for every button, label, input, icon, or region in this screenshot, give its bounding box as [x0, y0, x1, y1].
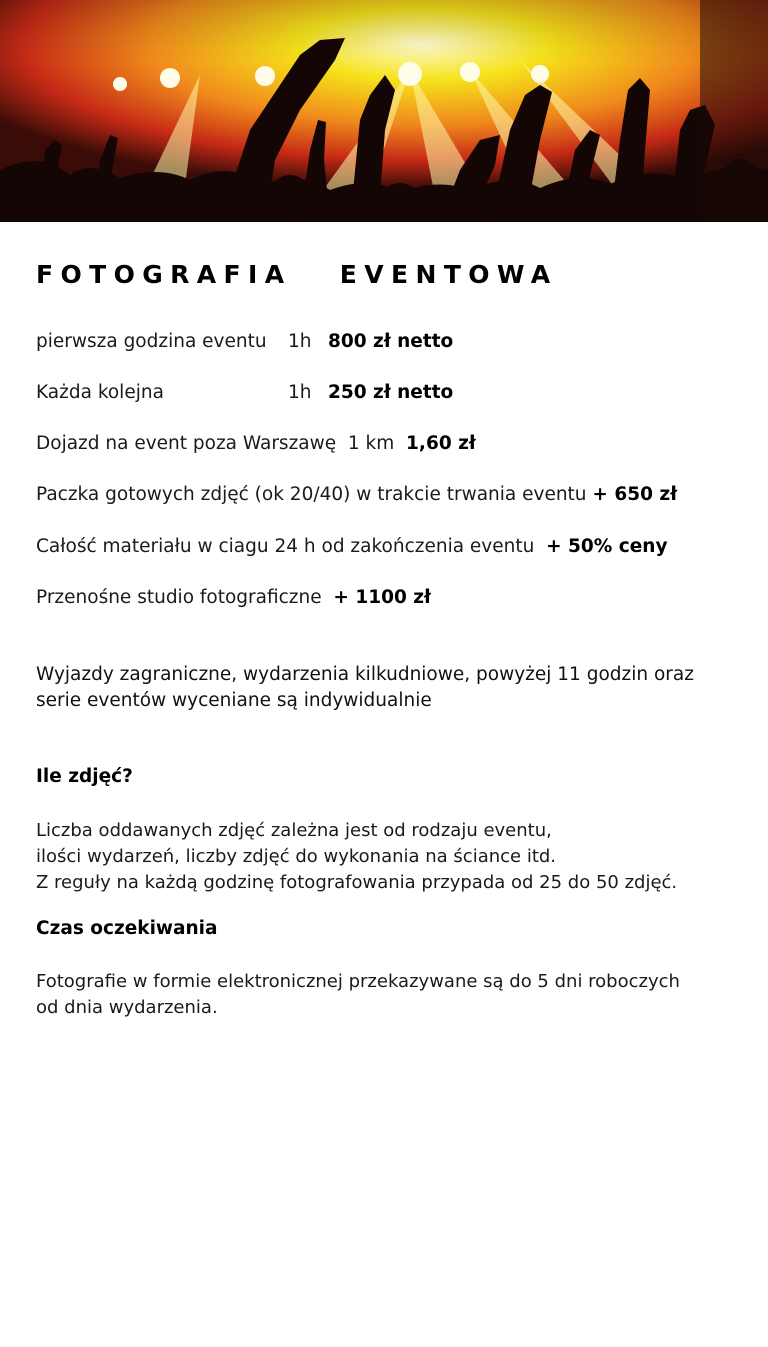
price-value: 1,60 zł — [406, 433, 476, 454]
price-value: + 1100 zł — [333, 587, 431, 608]
concert-crowd-photo — [0, 0, 768, 222]
price-row-first-hour — [36, 330, 453, 354]
price-row-express — [36, 535, 668, 559]
paragraph-line: Liczba oddawanych zdjęć zależna jest od rodzaju eventu, — [36, 820, 552, 841]
photos-count-heading: Ile zdjęć? — [36, 766, 133, 787]
price-unit: 1h — [288, 382, 312, 403]
paragraph-line: od dnia wydarzenia. — [36, 997, 218, 1018]
paragraph-line: Fotografie w formie elektronicznej przekazywane są do 5 dni roboczych — [36, 971, 680, 992]
paragraph-line: Z reguły na każdą godzinę fotografowania przypada od 25 do 50 zdjęć. — [36, 872, 678, 893]
waiting-time-text — [36, 969, 746, 1021]
price-row-travel — [36, 432, 476, 456]
price-label: Całość materiału w ciagu 24 h od zakończenia eventu — [36, 536, 535, 557]
price-value: + 50% ceny — [546, 536, 668, 557]
price-unit: 1h — [288, 331, 312, 352]
price-value: 250 zł netto — [328, 382, 454, 403]
hero-image — [0, 0, 768, 222]
price-row-next-hour — [36, 381, 453, 405]
page-title: FOTOGRAFIA EVENTOWA — [36, 260, 558, 289]
paragraph-line: ilości wydarzeń, liczby zdjęć do wykonania na ściance itd. — [36, 846, 557, 867]
note-line: serie eventów wyceniane są indywidualnie — [36, 690, 432, 711]
waiting-time-heading: Czas oczekiwania — [36, 918, 218, 939]
price-label: Paczka gotowych zdjęć (ok 20/40) w trakcie trwania eventu — [36, 484, 587, 505]
price-label: Każda kolejna — [36, 382, 164, 403]
individual-pricing-note — [36, 662, 746, 714]
price-label: Dojazd na event poza Warszawę 1 km — [36, 433, 395, 454]
photos-count-text — [36, 818, 746, 896]
note-line: Wyjazdy zagraniczne, wydarzenia kilkudniowe, powyżej 11 godzin oraz — [36, 664, 694, 685]
price-value: + 650 zł — [592, 484, 678, 505]
price-value: 800 zł netto — [328, 331, 454, 352]
price-label: pierwsza godzina eventu — [36, 331, 267, 352]
price-label: Przenośne studio fotograficzne — [36, 587, 322, 608]
price-row-photo-pack — [36, 483, 677, 507]
price-row-studio — [36, 586, 431, 610]
